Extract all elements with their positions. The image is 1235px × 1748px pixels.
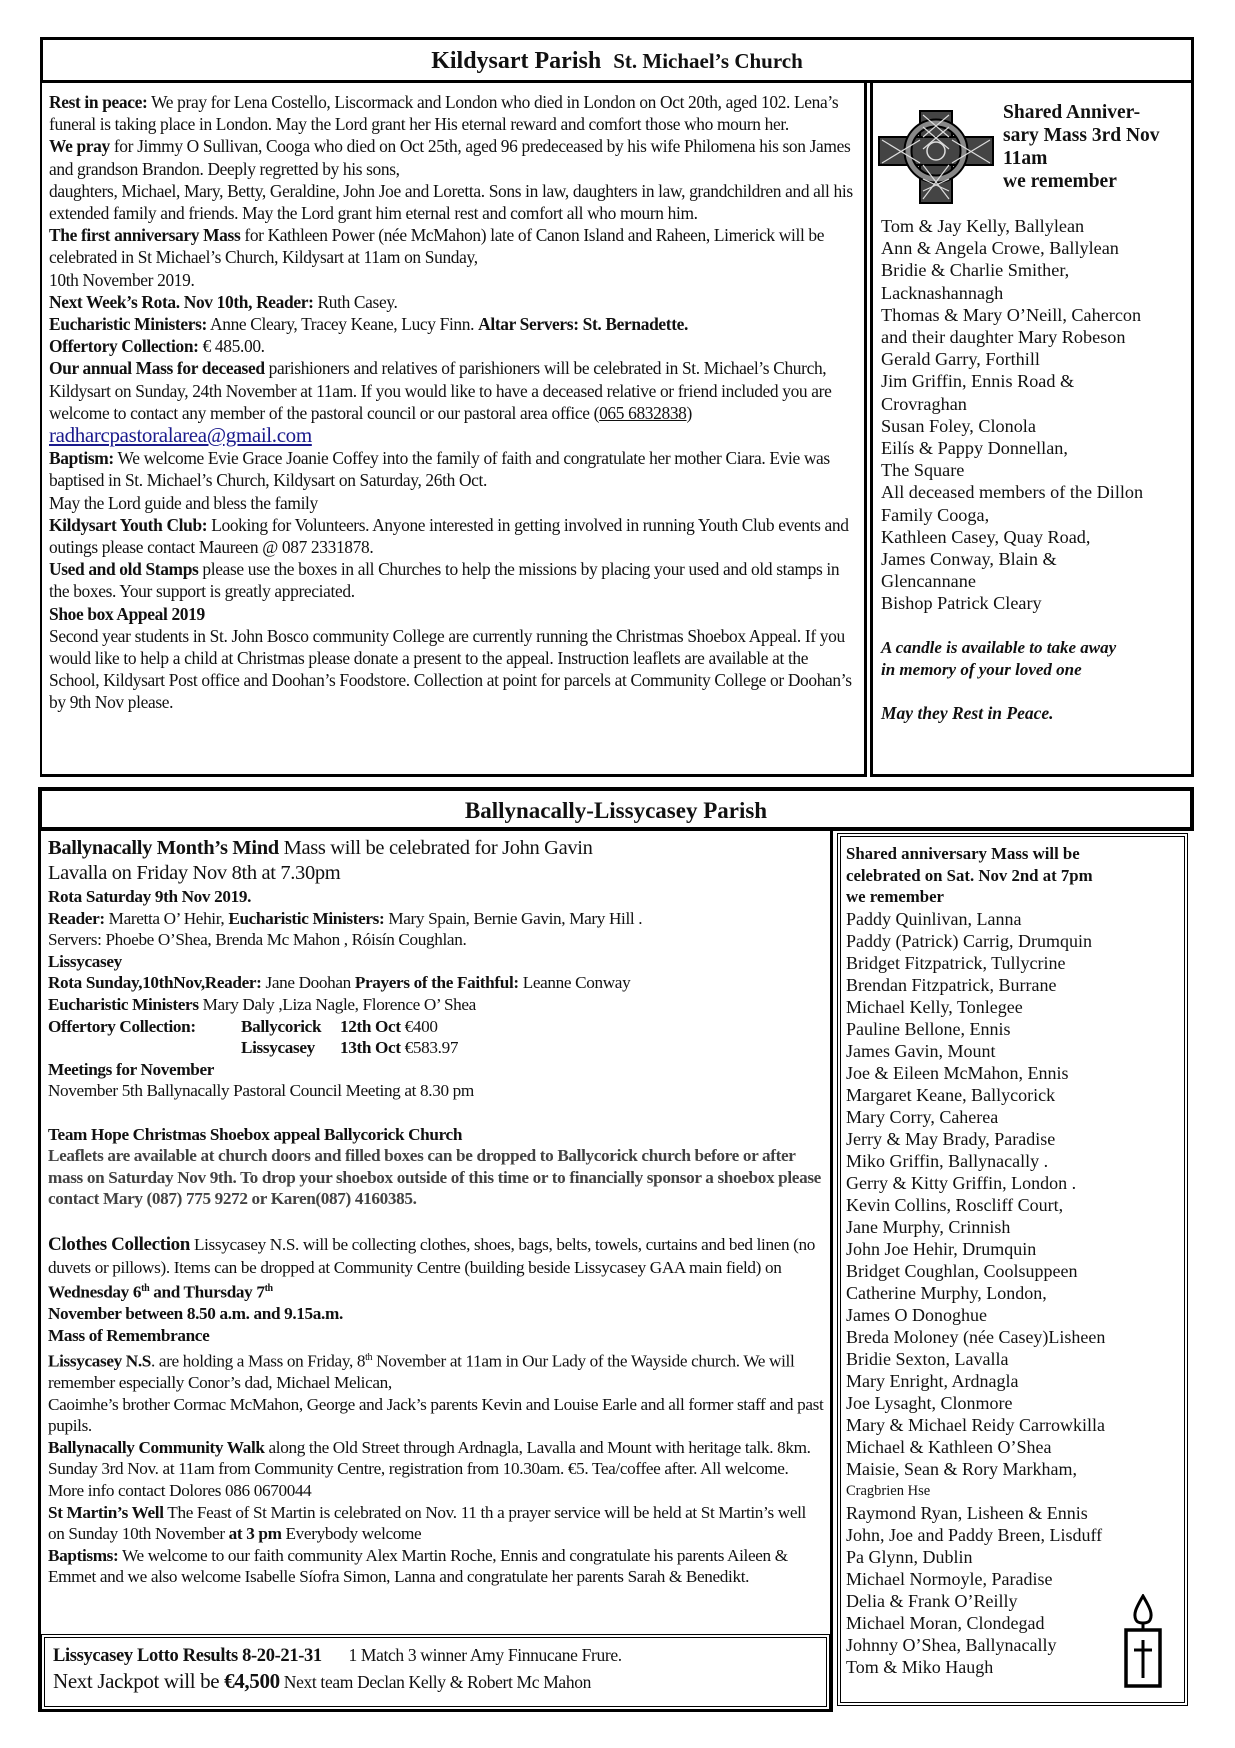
- baptism-notice: Baptism: We welcome Evie Grace Joanie Coffey into the family of faith and congratulate her mother Ciara. Evie was baptised in St. Michael’s Church, Kildysart on Saturday, 26th Oct.: [49, 448, 830, 491]
- kildysart-church-title: St. Michael’s Church: [613, 49, 803, 73]
- lotto-results-box: [41, 1634, 830, 1710]
- list-item: Bishop Patrick Cleary: [881, 593, 1042, 614]
- list-item: Jim Griffin, Ennis Road &: [881, 371, 1075, 392]
- stamps-notice: Used and old Stamps please use the boxes in all Churches to help the missions by placing your used and old stamps in the boxes. Your support is greatly appreciated.: [49, 559, 840, 602]
- list-item: John, Joe and Paddy Breen, Lisduff: [846, 1524, 1103, 1545]
- list-item: Mary Corry, Caherea: [846, 1106, 999, 1127]
- team-hope-text: Leaflets are available at church doors and filled boxes can be dropped to Ballycorick church before or after mass on Saturday Nov 9th. To drop your shoebox outside of this time or to financially sponsor a shoebox please contact Mary (087) 775 9272 or Karen(087) 4160385.: [48, 1146, 821, 1209]
- list-item: Gerry & Kitty Griffin, London .: [846, 1172, 1077, 1193]
- pastoral-office-phone[interactable]: 065 6832838: [599, 402, 687, 423]
- kildysart-remembrance-sidebar: [870, 81, 1194, 777]
- candle-note: A candle is available to take away in memory of your loved one: [881, 637, 1117, 679]
- remembrance-text-cont: Caoimhe’s brother Cormac McMahon, George and Jack’s parents Kevin and Louise Earle and all former staff and past pupils.: [48, 1394, 824, 1436]
- list-item: Jerry & May Brady, Paradise: [846, 1128, 1056, 1149]
- anniversary-mass-date: 10th November 2019.: [49, 269, 195, 290]
- list-item: Jane Murphy, Crinnish: [846, 1216, 1011, 1237]
- list-item: Eilís & Pappy Donnellan,: [881, 438, 1068, 459]
- ballynacally-remembrance-sidebar: [837, 833, 1188, 1706]
- pastoral-email-link[interactable]: radharcpastoralarea@gmail.com: [49, 423, 312, 448]
- kildysart-header: [40, 37, 1194, 83]
- list-item: James Conway, Blain &: [881, 549, 1057, 570]
- team-hope-heading: Team Hope Christmas Shoebox appeal Ballycorick Church: [48, 1124, 463, 1144]
- lotto-numbers: Lissycasey Lotto Results 8-20-21-31: [53, 1646, 322, 1666]
- youth-club-notice: Kildysart Youth Club: Looking for Volunteers. Anyone interested in getting involved in running Youth Club events and outings please contact Maureen @ 087 2331878.: [49, 514, 849, 558]
- list-item: Breda Moloney (née Casey)Lisheen: [846, 1326, 1106, 1347]
- list-item: Delia & Frank O’Reilly: [846, 1590, 1018, 1611]
- list-item: Michael & Kathleen O’Shea: [846, 1436, 1052, 1457]
- kildysart-title: Kildysart Parish: [431, 48, 602, 74]
- list-item: Joe Lysaght, Clonmore: [846, 1392, 1013, 1413]
- rest-in-peace-closing: May they Rest in Peace.: [881, 702, 1054, 723]
- next-week-rota: Next Week’s Rota. Nov 10th, Reader: Ruth Casey.: [49, 291, 398, 312]
- remembrance-text: Lissycasey N.S. are holding a Mass on Friday, 8th November at 11am in Our Lady of the Wayside church. We will remember especially Conor’s dad, Michael Melican,: [48, 1351, 795, 1392]
- celtic-cross-icon: [877, 107, 995, 207]
- ballynacally-anniversary-heading: Shared anniversary Mass will be celebrated on Sat. Nov 2nd at 7pm we remember: [846, 844, 1093, 907]
- offertory-row-lissycasey: Lissycasey 13th Oct €583.97: [241, 1038, 459, 1058]
- meetings-text: November 5th Ballynacally Pastoral Council Meeting at 8.30 pm: [48, 1081, 474, 1101]
- list-item: Mary Enright, Ardnagla: [846, 1370, 1019, 1391]
- list-item: Bridie & Charlie Smither,: [881, 260, 1070, 281]
- months-mind-date: Lavalla on Friday Nov 8th at 7.30pm: [48, 862, 341, 884]
- candle-cross-icon: [1122, 1594, 1164, 1690]
- list-item: Thomas & Mary O’Neill, Cahercon: [881, 304, 1142, 325]
- we-pray-notice-cont: daughters, Michael, Mary, Betty, Geraldine, John Joe and Loretta. Sons in law, daughters in law, grandchildren and all his extended family and friends. May the Lord grant him eternal rest and comfort all who mourn him.: [49, 180, 853, 224]
- list-item: Susan Foley, Clonola: [881, 415, 1036, 436]
- saturday-servers-line: Servers: Phoebe O’Shea, Brenda Mc Mahon , Róisín Coughlan.: [48, 930, 467, 950]
- list-item: John Joe Hehir, Drumquin: [846, 1238, 1037, 1259]
- kildysart-remembrance-list: [881, 215, 1185, 615]
- list-item: Glencannane: [881, 571, 976, 592]
- jackpot-amount: €4,500: [224, 1669, 280, 1693]
- list-item: Catherine Murphy, London,: [846, 1282, 1047, 1303]
- list-item: Crovraghan: [881, 393, 967, 414]
- list-item: Bridget Coughlan, Coolsuppeen: [846, 1260, 1078, 1281]
- anniversary-mass-notice: The first anniversary Mass for Kathleen Power (née McMahon) late of Canon Island and Raheen, Limerick will be celebrated in St Michael’s Church, Kildysart at 11am on Sunday,: [49, 225, 825, 268]
- ballynacally-header: [38, 787, 1194, 831]
- baptisms-notice: Baptisms: We welcome to our faith community Alex Martin Roche, Ennis and congratulate his parents Aileen & Emmet and we also welcome Isabelle Síofra Simon, Lanna and congratulate her parents Sarah & Benedikt.: [48, 1545, 788, 1587]
- list-item: Bridie Sexton, Lavalla: [846, 1348, 1009, 1369]
- list-item: Kathleen Casey, Quay Road,: [881, 526, 1091, 547]
- kildysart-main-column: [40, 81, 867, 777]
- list-item: Cragbrien Hse: [846, 1482, 931, 1499]
- list-item: Gerald Garry, Forthill: [881, 349, 1040, 370]
- list-item: Michael Normoyle, Paradise: [846, 1568, 1053, 1589]
- list-item: James Gavin, Mount: [846, 1040, 996, 1061]
- eucharistic-ministers: Eucharistic Ministers: Anne Cleary, Tracey Keane, Lucy Finn. Altar Servers: St. Bernadette.: [49, 314, 689, 335]
- list-item: Miko Griffin, Ballynacally .: [846, 1150, 1049, 1171]
- shoebox-appeal-heading: Shoe box Appeal 2019: [49, 603, 205, 624]
- saturday-reader-line: Reader: Maretta O’ Hehir, Eucharistic Ministers: Mary Spain, Bernie Gavin, Mary Hill .: [48, 908, 643, 928]
- ballynacally-title: Ballynacally-Lissycasey Parish: [464, 798, 768, 823]
- community-walk-notice: Ballynacally Community Walk along the Old Street through Ardnagla, Lavalla and Mount with heritage talk. 8km. Sunday 3rd Nov. at 11am from Community Centre, registration from 10.30am. €5. Tea/coffee after. All welcome. More info contact Dolores 086 0670044: [48, 1437, 811, 1500]
- list-item: Margaret Keane, Ballycorick: [846, 1084, 1056, 1105]
- offertory-row-ballycorick: Offertory Collection: Ballycorick 12th Oct €400: [48, 1016, 438, 1036]
- list-item: Mary & Michael Reidy Carrowkilla: [846, 1414, 1105, 1435]
- list-item: Brendan Fitzpatrick, Burrane: [846, 974, 1057, 995]
- list-item: and their daughter Mary Robeson: [881, 327, 1126, 348]
- rota-sunday: Rota Sunday,10thNov,Reader: Jane Doohan Prayers of the Faithful: Leanne Conway: [48, 973, 631, 993]
- lissycasey-label: Lissycasey: [48, 951, 122, 971]
- lotto-results-line: [53, 1643, 818, 1668]
- clothes-collection-notice: Clothes Collection Lissycasey N.S. will be collecting clothes, shoes, bags, belts, towels, curtains and bed linen (no duvets or pillows). Items can be dropped at Community Centre (building beside Lissycasey GAA main field) on Wednesday 6th and Thursday 7th: [48, 1233, 816, 1302]
- rest-in-peace-notice: Rest in peace: We pray for Lena Costello, Liscormack and London who died in London on Oct 20th, aged 102. Lena’s funeral is taking place in London. May the Lord grant her His eternal reward and comfort those who mourn her.: [49, 92, 839, 135]
- lotto-winner: 1 Match 3 winner Amy Finnucane Frure.: [348, 1645, 622, 1665]
- list-item: Michael Moran, Clondegad: [846, 1612, 1045, 1633]
- months-mind-notice: Ballynacally Month’s Mind Mass will be celebrated for John Gavin: [48, 837, 593, 859]
- list-item: James O Donoghue: [846, 1304, 987, 1325]
- rota-saturday: Rota Saturday 9th Nov 2019.: [48, 887, 252, 906]
- baptism-blessing: May the Lord guide and bless the family: [49, 492, 318, 513]
- list-item: Tom & Miko Haugh: [846, 1656, 994, 1677]
- list-item: Pa Glynn, Dublin: [846, 1546, 973, 1567]
- list-item: Bridget Fitzpatrick, Tullycrine: [846, 952, 1066, 973]
- we-pray-notice: We pray for Jimmy O Sullivan, Cooga who died on Oct 25th, aged 96 predeceased by his wife Philomena his son James and grandson Brandon. Deeply regretted by his sons,: [49, 136, 851, 179]
- list-item: Family Cooga,: [881, 504, 990, 525]
- shoebox-appeal-text: Second year students in St. John Bosco community College are currently running the Christmas Shoebox Appeal. If you would like to help a child at Christmas please donate a present to the appeal. Instruction leaflets are available at the School, Kildysart Post office and Doohan’s Foodstore. Collection at point for parcels at Community College or Doohan’s by 9th Nov please.: [49, 625, 852, 713]
- list-item: The Square: [881, 460, 965, 481]
- list-item: Paddy Quinlivan, Lanna: [846, 908, 1022, 929]
- list-item: Paddy (Patrick) Carrig, Drumquin: [846, 930, 1092, 951]
- meetings-heading: Meetings for November: [48, 1059, 215, 1079]
- list-item: Lacknashannagh: [881, 282, 1004, 303]
- st-martins-well-notice: St Martin’s Well The Feast of St Martin is celebrated on Nov. 11 th a prayer service will be held at St Martin’s well on Sunday 10th November at 3 pm Everybody welcome: [48, 1502, 806, 1544]
- list-item: Joe & Eileen McMahon, Ennis: [846, 1062, 1069, 1083]
- list-item: Raymond Ryan, Lisheen & Ennis: [846, 1502, 1088, 1523]
- sunday-eucharistic-ministers: Eucharistic Ministers Mary Daly ,Liza Nagle, Florence O’ Shea: [48, 994, 476, 1014]
- lotto-jackpot-line: Next Jackpot will be €4,500 Next team Declan Kelly & Robert Mc Mahon: [53, 1669, 592, 1693]
- remembrance-heading: Mass of Remembrance: [48, 1326, 210, 1346]
- clothes-collection-times: November between 8.50 a.m. and 9.15a.m.: [48, 1304, 343, 1324]
- list-item: Kevin Collins, Roscliff Court,: [846, 1194, 1064, 1215]
- list-item: Michael Kelly, Tonlegee: [846, 996, 1023, 1017]
- ballynacally-main-column: [38, 830, 833, 1712]
- annual-mass-notice: Our annual Mass for deceased parishioners and relatives of parishioners will be celebrated in St. Michael’s Church, Kildysart on Sunday, 24th November at 11am. If you would like to have a deceased relative or friend included you are welcome to contact any member of the pastoral council or our pastoral area office (065 6832838) radharcpastoralarea@gmail.com: [49, 358, 832, 448]
- offertory-collection: Offertory Collection: € 485.00.: [49, 336, 265, 357]
- list-item: Johnny O’Shea, Ballynacally: [846, 1634, 1057, 1655]
- list-item: All deceased members of the Dillon: [881, 482, 1144, 503]
- ballynacally-remembrance-list: [846, 908, 1180, 1678]
- list-item: Pauline Bellone, Ennis: [846, 1018, 1011, 1039]
- kildysart-anniversary-heading: Shared Anniver- sary Mass 3rd Nov 11am we remember: [1003, 102, 1160, 192]
- list-item: Maisie, Sean & Rory Markham,: [846, 1458, 1077, 1479]
- list-item: Tom & Jay Kelly, Ballylean: [881, 216, 1085, 236]
- list-item: Ann & Angela Crowe, Ballylean: [881, 238, 1119, 259]
